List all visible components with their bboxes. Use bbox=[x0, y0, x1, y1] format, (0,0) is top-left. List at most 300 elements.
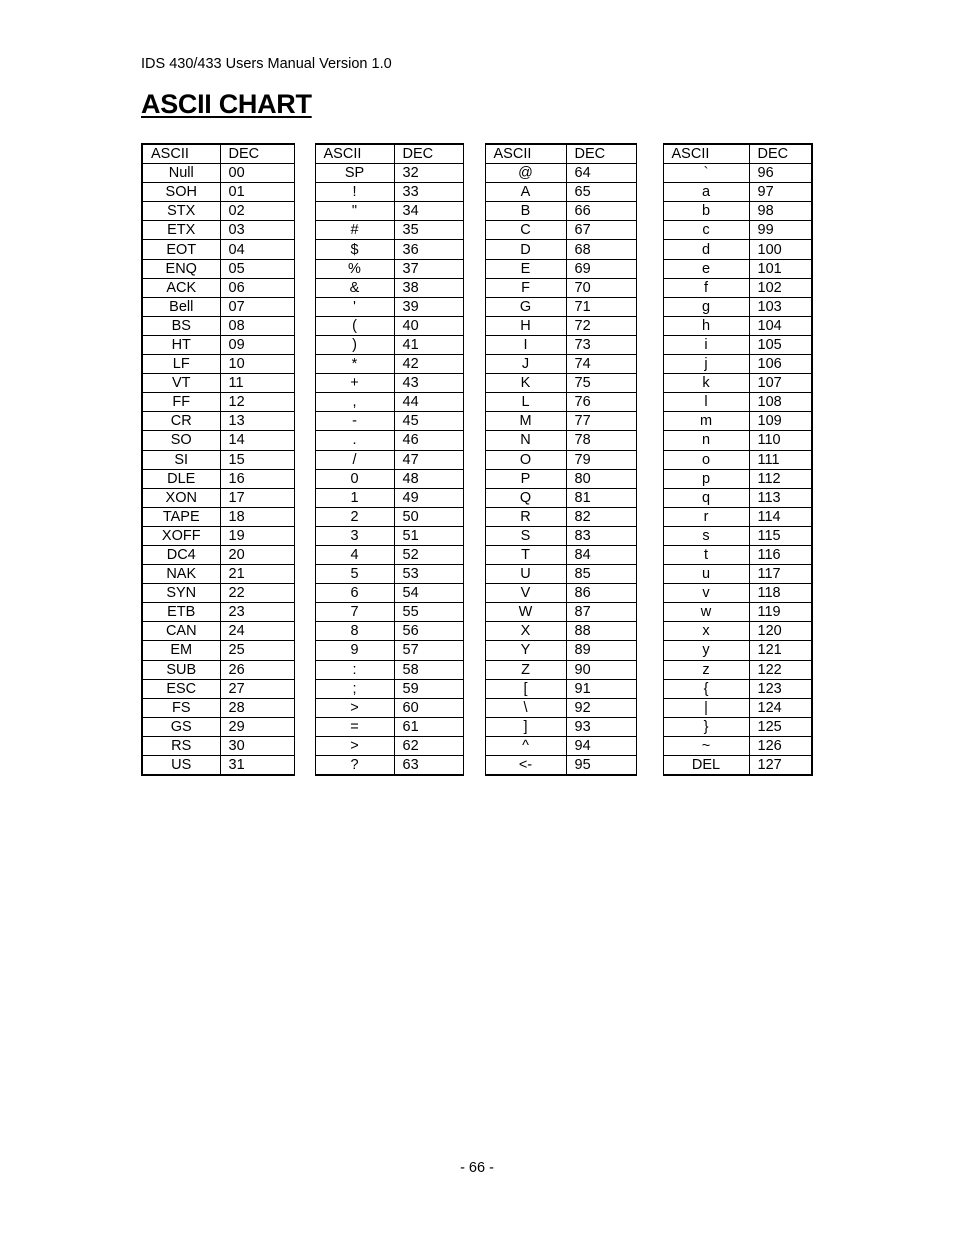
dec-cell: 118 bbox=[749, 584, 812, 603]
ascii-cell: ETB bbox=[142, 603, 220, 622]
ascii-column-header: ASCII bbox=[663, 144, 749, 164]
ascii-cell: e bbox=[663, 259, 749, 278]
table-row bbox=[142, 221, 812, 240]
ascii-cell: FS bbox=[142, 698, 220, 717]
ascii-cell: ACK bbox=[142, 278, 220, 297]
column-spacer bbox=[463, 717, 485, 736]
column-spacer bbox=[636, 660, 663, 679]
ascii-cell: v bbox=[663, 584, 749, 603]
column-spacer bbox=[463, 202, 485, 221]
column-spacer bbox=[294, 144, 315, 164]
column-spacer bbox=[463, 393, 485, 412]
ascii-cell: 7 bbox=[315, 603, 394, 622]
column-spacer bbox=[463, 355, 485, 374]
ascii-cell: C bbox=[485, 221, 566, 240]
dec-cell: 53 bbox=[394, 565, 463, 584]
dec-cell: 124 bbox=[749, 698, 812, 717]
dec-cell: 85 bbox=[566, 565, 636, 584]
column-spacer bbox=[463, 584, 485, 603]
column-spacer bbox=[294, 641, 315, 660]
column-spacer bbox=[294, 756, 315, 776]
ascii-cell: X bbox=[485, 622, 566, 641]
column-spacer bbox=[463, 278, 485, 297]
ascii-cell: q bbox=[663, 488, 749, 507]
ascii-cell: @ bbox=[485, 164, 566, 183]
table-row bbox=[142, 202, 812, 221]
ascii-cell: ] bbox=[485, 717, 566, 736]
dec-cell: 59 bbox=[394, 679, 463, 698]
column-spacer bbox=[636, 679, 663, 698]
ascii-cell: # bbox=[315, 221, 394, 240]
dec-cell: 125 bbox=[749, 717, 812, 736]
column-spacer bbox=[636, 393, 663, 412]
dec-column-header: DEC bbox=[749, 144, 812, 164]
ascii-cell: t bbox=[663, 545, 749, 564]
dec-cell: 117 bbox=[749, 565, 812, 584]
table-row bbox=[142, 335, 812, 354]
ascii-cell: FF bbox=[142, 393, 220, 412]
dec-cell: 45 bbox=[394, 412, 463, 431]
ascii-cell: ~ bbox=[663, 736, 749, 755]
column-spacer bbox=[463, 545, 485, 564]
ascii-cell: Null bbox=[142, 164, 220, 183]
ascii-cell: <- bbox=[485, 756, 566, 776]
ascii-cell: | bbox=[663, 698, 749, 717]
table-row bbox=[142, 756, 812, 776]
column-spacer bbox=[636, 717, 663, 736]
column-spacer bbox=[463, 660, 485, 679]
dec-cell: 76 bbox=[566, 393, 636, 412]
running-header: IDS 430/433 Users Manual Version 1.0 bbox=[141, 56, 392, 72]
column-spacer bbox=[636, 278, 663, 297]
column-spacer bbox=[636, 297, 663, 316]
dec-cell: 111 bbox=[749, 450, 812, 469]
column-spacer bbox=[294, 507, 315, 526]
dec-cell: 32 bbox=[394, 164, 463, 183]
dec-cell: 78 bbox=[566, 431, 636, 450]
ascii-cell: L bbox=[485, 393, 566, 412]
ascii-cell: a bbox=[663, 183, 749, 202]
ascii-cell: Bell bbox=[142, 297, 220, 316]
dec-cell: 20 bbox=[220, 545, 294, 564]
table-row bbox=[142, 278, 812, 297]
column-spacer bbox=[463, 316, 485, 335]
ascii-cell: f bbox=[663, 278, 749, 297]
ascii-cell: u bbox=[663, 565, 749, 584]
column-spacer bbox=[294, 335, 315, 354]
ascii-cell: EOT bbox=[142, 240, 220, 259]
dec-cell: 15 bbox=[220, 450, 294, 469]
dec-cell: 24 bbox=[220, 622, 294, 641]
ascii-cell: l bbox=[663, 393, 749, 412]
dec-cell: 56 bbox=[394, 622, 463, 641]
dec-cell: 51 bbox=[394, 526, 463, 545]
dec-cell: 104 bbox=[749, 316, 812, 335]
dec-cell: 73 bbox=[566, 335, 636, 354]
ascii-cell: W bbox=[485, 603, 566, 622]
column-spacer bbox=[463, 240, 485, 259]
dec-cell: 86 bbox=[566, 584, 636, 603]
ascii-cell: i bbox=[663, 335, 749, 354]
ascii-cell: x bbox=[663, 622, 749, 641]
column-spacer bbox=[636, 335, 663, 354]
ascii-cell: TAPE bbox=[142, 507, 220, 526]
dec-cell: 80 bbox=[566, 469, 636, 488]
column-spacer bbox=[463, 641, 485, 660]
table-row bbox=[142, 488, 812, 507]
ascii-cell: 5 bbox=[315, 565, 394, 584]
table-row bbox=[142, 526, 812, 545]
dec-cell: 84 bbox=[566, 545, 636, 564]
ascii-cell: CR bbox=[142, 412, 220, 431]
dec-cell: 47 bbox=[394, 450, 463, 469]
dec-cell: 52 bbox=[394, 545, 463, 564]
column-spacer bbox=[294, 584, 315, 603]
column-spacer bbox=[463, 507, 485, 526]
column-spacer bbox=[636, 355, 663, 374]
ascii-cell: SO bbox=[142, 431, 220, 450]
dec-cell: 09 bbox=[220, 335, 294, 354]
ascii-cell: ` bbox=[663, 164, 749, 183]
dec-cell: 71 bbox=[566, 297, 636, 316]
ascii-cell: 6 bbox=[315, 584, 394, 603]
table-row bbox=[142, 660, 812, 679]
ascii-cell: S bbox=[485, 526, 566, 545]
ascii-cell: BS bbox=[142, 316, 220, 335]
ascii-cell: B bbox=[485, 202, 566, 221]
ascii-cell: LF bbox=[142, 355, 220, 374]
ascii-cell: : bbox=[315, 660, 394, 679]
ascii-cell: NAK bbox=[142, 565, 220, 584]
table-row bbox=[142, 355, 812, 374]
column-spacer bbox=[294, 545, 315, 564]
ascii-cell: D bbox=[485, 240, 566, 259]
dec-cell: 79 bbox=[566, 450, 636, 469]
column-spacer bbox=[463, 335, 485, 354]
dec-cell: 123 bbox=[749, 679, 812, 698]
dec-column-header: DEC bbox=[394, 144, 463, 164]
dec-column-header: DEC bbox=[566, 144, 636, 164]
column-spacer bbox=[463, 603, 485, 622]
table-row bbox=[142, 393, 812, 412]
column-spacer bbox=[463, 164, 485, 183]
table-row bbox=[142, 565, 812, 584]
ascii-cell: R bbox=[485, 507, 566, 526]
column-spacer bbox=[463, 297, 485, 316]
ascii-cell: y bbox=[663, 641, 749, 660]
ascii-cell: z bbox=[663, 660, 749, 679]
ascii-cell: o bbox=[663, 450, 749, 469]
table-row bbox=[142, 297, 812, 316]
column-spacer bbox=[294, 450, 315, 469]
dec-cell: 90 bbox=[566, 660, 636, 679]
dec-cell: 108 bbox=[749, 393, 812, 412]
ascii-cell: 2 bbox=[315, 507, 394, 526]
column-spacer bbox=[463, 526, 485, 545]
dec-cell: 40 bbox=[394, 316, 463, 335]
table-row bbox=[142, 374, 812, 393]
dec-cell: 22 bbox=[220, 584, 294, 603]
dec-cell: 30 bbox=[220, 736, 294, 755]
ascii-cell: j bbox=[663, 355, 749, 374]
table-row bbox=[142, 431, 812, 450]
column-spacer bbox=[636, 316, 663, 335]
dec-column-header: DEC bbox=[220, 144, 294, 164]
table-row bbox=[142, 164, 812, 183]
dec-cell: 63 bbox=[394, 756, 463, 776]
column-spacer bbox=[294, 393, 315, 412]
column-spacer bbox=[294, 202, 315, 221]
dec-cell: 101 bbox=[749, 259, 812, 278]
column-spacer bbox=[636, 698, 663, 717]
column-spacer bbox=[294, 565, 315, 584]
dec-cell: 25 bbox=[220, 641, 294, 660]
column-spacer bbox=[463, 183, 485, 202]
dec-cell: 87 bbox=[566, 603, 636, 622]
dec-cell: 97 bbox=[749, 183, 812, 202]
dec-cell: 46 bbox=[394, 431, 463, 450]
ascii-cell: s bbox=[663, 526, 749, 545]
ascii-cell: T bbox=[485, 545, 566, 564]
ascii-column-header: ASCII bbox=[142, 144, 220, 164]
dec-cell: 70 bbox=[566, 278, 636, 297]
dec-cell: 121 bbox=[749, 641, 812, 660]
ascii-cell: { bbox=[663, 679, 749, 698]
dec-cell: 44 bbox=[394, 393, 463, 412]
ascii-cell: A bbox=[485, 183, 566, 202]
dec-cell: 65 bbox=[566, 183, 636, 202]
dec-cell: 107 bbox=[749, 374, 812, 393]
column-spacer bbox=[463, 431, 485, 450]
ascii-cell: VT bbox=[142, 374, 220, 393]
ascii-cell: 4 bbox=[315, 545, 394, 564]
ascii-cell: GS bbox=[142, 717, 220, 736]
column-spacer bbox=[636, 450, 663, 469]
ascii-cell: ^ bbox=[485, 736, 566, 755]
column-spacer bbox=[463, 756, 485, 776]
dec-cell: 05 bbox=[220, 259, 294, 278]
ascii-column-header: ASCII bbox=[485, 144, 566, 164]
ascii-cell: US bbox=[142, 756, 220, 776]
page-number: - 66 - bbox=[460, 1160, 494, 1176]
dec-cell: 02 bbox=[220, 202, 294, 221]
ascii-cell: SP bbox=[315, 164, 394, 183]
dec-cell: 67 bbox=[566, 221, 636, 240]
ascii-cell: m bbox=[663, 412, 749, 431]
dec-cell: 122 bbox=[749, 660, 812, 679]
ascii-cell: * bbox=[315, 355, 394, 374]
ascii-cell: CAN bbox=[142, 622, 220, 641]
dec-cell: 28 bbox=[220, 698, 294, 717]
dec-cell: 11 bbox=[220, 374, 294, 393]
ascii-cell: d bbox=[663, 240, 749, 259]
ascii-cell: + bbox=[315, 374, 394, 393]
dec-cell: 03 bbox=[220, 221, 294, 240]
dec-cell: 60 bbox=[394, 698, 463, 717]
dec-cell: 35 bbox=[394, 221, 463, 240]
dec-cell: 82 bbox=[566, 507, 636, 526]
dec-cell: 77 bbox=[566, 412, 636, 431]
column-spacer bbox=[636, 431, 663, 450]
dec-cell: 83 bbox=[566, 526, 636, 545]
column-spacer bbox=[294, 603, 315, 622]
ascii-cell: > bbox=[315, 698, 394, 717]
dec-cell: 00 bbox=[220, 164, 294, 183]
column-spacer bbox=[636, 164, 663, 183]
ascii-cell: 9 bbox=[315, 641, 394, 660]
column-spacer bbox=[463, 259, 485, 278]
ascii-cell: RS bbox=[142, 736, 220, 755]
table-row bbox=[142, 545, 812, 564]
ascii-cell: > bbox=[315, 736, 394, 755]
column-spacer bbox=[294, 660, 315, 679]
dec-cell: 109 bbox=[749, 412, 812, 431]
column-spacer bbox=[636, 488, 663, 507]
column-spacer bbox=[636, 622, 663, 641]
ascii-cell: ! bbox=[315, 183, 394, 202]
ascii-cell: HT bbox=[142, 335, 220, 354]
table-row bbox=[142, 259, 812, 278]
dec-cell: 81 bbox=[566, 488, 636, 507]
column-spacer bbox=[636, 641, 663, 660]
dec-cell: 98 bbox=[749, 202, 812, 221]
dec-cell: 68 bbox=[566, 240, 636, 259]
table-row bbox=[142, 736, 812, 755]
ascii-cell: - bbox=[315, 412, 394, 431]
column-spacer bbox=[294, 374, 315, 393]
table-row bbox=[142, 469, 812, 488]
column-spacer bbox=[294, 431, 315, 450]
column-spacer bbox=[636, 756, 663, 776]
column-spacer bbox=[294, 717, 315, 736]
dec-cell: 43 bbox=[394, 374, 463, 393]
dec-cell: 19 bbox=[220, 526, 294, 545]
column-spacer bbox=[294, 698, 315, 717]
ascii-cell: ? bbox=[315, 756, 394, 776]
ascii-column-header: ASCII bbox=[315, 144, 394, 164]
column-spacer bbox=[294, 259, 315, 278]
dec-cell: 31 bbox=[220, 756, 294, 776]
ascii-cell: ' bbox=[315, 297, 394, 316]
dec-cell: 21 bbox=[220, 565, 294, 584]
dec-cell: 94 bbox=[566, 736, 636, 755]
dec-cell: 58 bbox=[394, 660, 463, 679]
ascii-cell: M bbox=[485, 412, 566, 431]
ascii-cell: DEL bbox=[663, 756, 749, 776]
column-spacer bbox=[294, 183, 315, 202]
column-spacer bbox=[636, 374, 663, 393]
ascii-cell: K bbox=[485, 374, 566, 393]
ascii-cell: U bbox=[485, 565, 566, 584]
dec-cell: 26 bbox=[220, 660, 294, 679]
ascii-cell: SOH bbox=[142, 183, 220, 202]
dec-cell: 49 bbox=[394, 488, 463, 507]
column-spacer bbox=[463, 736, 485, 755]
dec-cell: 37 bbox=[394, 259, 463, 278]
dec-cell: 89 bbox=[566, 641, 636, 660]
table-row bbox=[142, 183, 812, 202]
dec-cell: 113 bbox=[749, 488, 812, 507]
ascii-cell: O bbox=[485, 450, 566, 469]
ascii-cell: n bbox=[663, 431, 749, 450]
column-spacer bbox=[294, 679, 315, 698]
dec-cell: 34 bbox=[394, 202, 463, 221]
column-spacer bbox=[294, 488, 315, 507]
column-spacer bbox=[463, 698, 485, 717]
dec-cell: 04 bbox=[220, 240, 294, 259]
table-row bbox=[142, 584, 812, 603]
ascii-cell: . bbox=[315, 431, 394, 450]
column-spacer bbox=[463, 488, 485, 507]
ascii-cell: DLE bbox=[142, 469, 220, 488]
table-row bbox=[142, 679, 812, 698]
page-title: ASCII CHART bbox=[141, 89, 312, 119]
table-row bbox=[142, 641, 812, 660]
dec-cell: 119 bbox=[749, 603, 812, 622]
dec-cell: 99 bbox=[749, 221, 812, 240]
ascii-cell: ESC bbox=[142, 679, 220, 698]
column-spacer bbox=[463, 450, 485, 469]
dec-cell: 06 bbox=[220, 278, 294, 297]
dec-cell: 61 bbox=[394, 717, 463, 736]
table-row bbox=[142, 450, 812, 469]
dec-cell: 112 bbox=[749, 469, 812, 488]
dec-cell: 23 bbox=[220, 603, 294, 622]
column-spacer bbox=[636, 240, 663, 259]
dec-cell: 62 bbox=[394, 736, 463, 755]
column-spacer bbox=[636, 584, 663, 603]
dec-cell: 13 bbox=[220, 412, 294, 431]
ascii-cell: & bbox=[315, 278, 394, 297]
ascii-cell: r bbox=[663, 507, 749, 526]
dec-cell: 91 bbox=[566, 679, 636, 698]
column-spacer bbox=[463, 412, 485, 431]
ascii-cell: [ bbox=[485, 679, 566, 698]
dec-cell: 16 bbox=[220, 469, 294, 488]
column-spacer bbox=[294, 355, 315, 374]
ascii-cell: " bbox=[315, 202, 394, 221]
ascii-cell: ETX bbox=[142, 221, 220, 240]
table-row bbox=[142, 698, 812, 717]
dec-cell: 95 bbox=[566, 756, 636, 776]
dec-cell: 39 bbox=[394, 297, 463, 316]
ascii-cell: % bbox=[315, 259, 394, 278]
ascii-cell: 8 bbox=[315, 622, 394, 641]
ascii-cell: 3 bbox=[315, 526, 394, 545]
column-spacer bbox=[294, 297, 315, 316]
ascii-cell: I bbox=[485, 335, 566, 354]
dec-cell: 10 bbox=[220, 355, 294, 374]
ascii-cell: XOFF bbox=[142, 526, 220, 545]
ascii-cell: ; bbox=[315, 679, 394, 698]
ascii-cell: P bbox=[485, 469, 566, 488]
column-spacer bbox=[294, 736, 315, 755]
dec-cell: 92 bbox=[566, 698, 636, 717]
column-spacer bbox=[636, 603, 663, 622]
column-spacer bbox=[463, 374, 485, 393]
ascii-cell: G bbox=[485, 297, 566, 316]
ascii-cell: \ bbox=[485, 698, 566, 717]
dec-cell: 106 bbox=[749, 355, 812, 374]
column-spacer bbox=[636, 736, 663, 755]
ascii-cell: , bbox=[315, 393, 394, 412]
ascii-cell: Z bbox=[485, 660, 566, 679]
ascii-cell: DC4 bbox=[142, 545, 220, 564]
dec-cell: 42 bbox=[394, 355, 463, 374]
dec-cell: 48 bbox=[394, 469, 463, 488]
column-spacer bbox=[463, 221, 485, 240]
table-row bbox=[142, 316, 812, 335]
